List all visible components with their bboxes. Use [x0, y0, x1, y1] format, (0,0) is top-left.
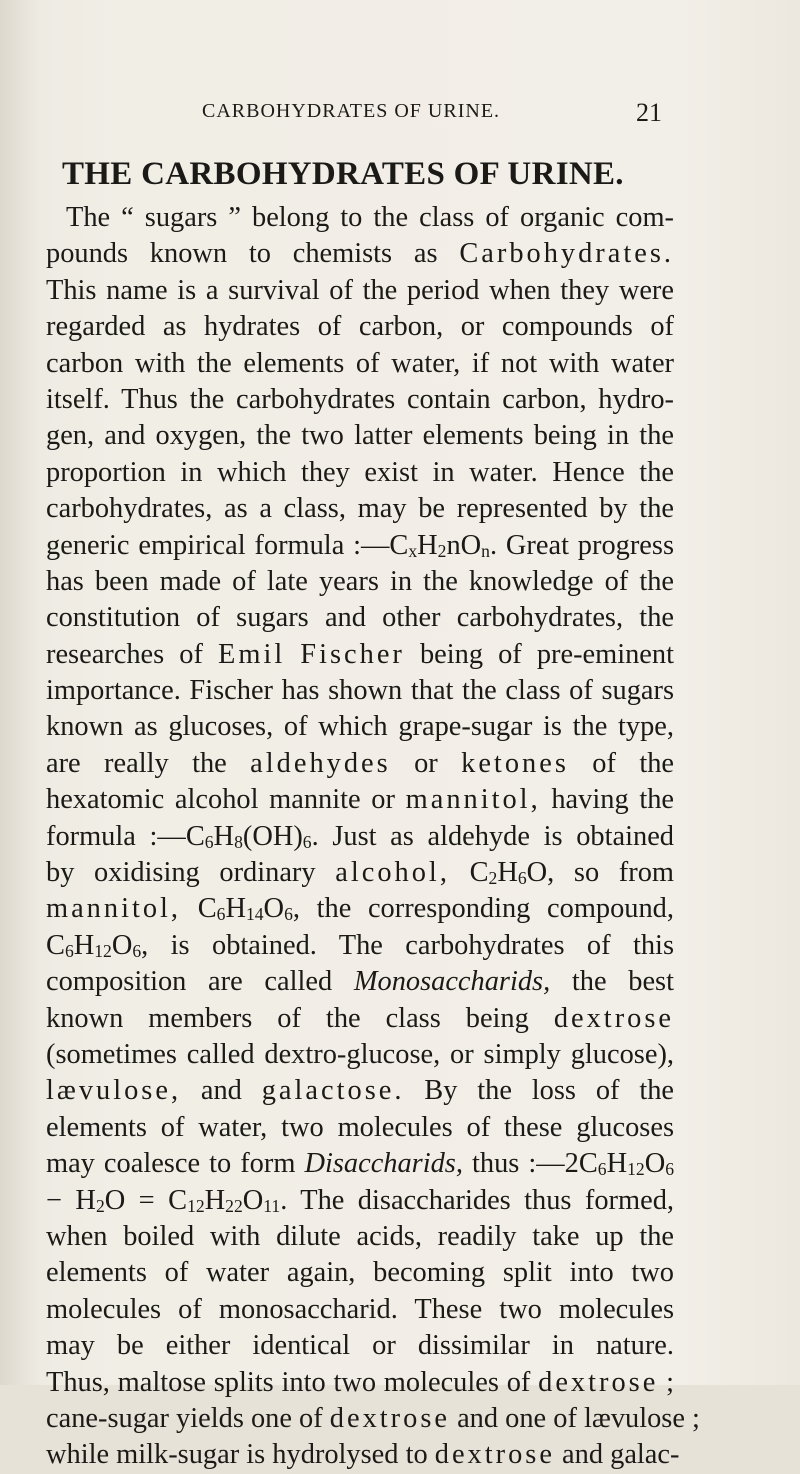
text-line: may be either identical or dissimilar in nature.: [46, 1330, 674, 1362]
text-line: elements of water, two molecules of these glucoses: [46, 1111, 674, 1143]
text-line: while milk-sugar is hydrolysed to dextrose and galac-: [46, 1439, 680, 1471]
text-line: researches of Emil Fischer being of pre-eminent: [46, 638, 674, 670]
body-paragraph: [46, 200, 700, 1474]
text-line: are really the aldehydes or ketones of the: [46, 747, 674, 779]
text-line: regarded as hydrates of carbon, or compounds of: [46, 311, 674, 343]
text-line: known as glucoses, of which grape-sugar is the type,: [46, 711, 674, 743]
text-line: pounds known to chemists as Carbohydrates.: [46, 238, 674, 270]
text-line: lævulose, and galactose. By the loss of the: [46, 1075, 674, 1107]
text-line: may coalesce to form Disaccharids, thus $:—2C_6H_{12}O_6$: [46, 1148, 675, 1180]
text-line: gen, and oxygen, the two latter elements being in the: [46, 420, 674, 452]
text-line: by oxidising ordinary alcohol, $C_2H_6O$, so from: [46, 857, 674, 889]
text-line: when boiled with dilute acids, readily take up the: [46, 1220, 674, 1252]
text-line: composition are called Monosaccharids, the best: [46, 966, 674, 998]
text-line: itself. Thus the carbohydrates contain carbon, hydro-: [46, 383, 674, 415]
text-line: − $H_2O = C_{12}H_{22}O_{11}$. The disaccharides thus formed,: [46, 1184, 674, 1216]
text-line: generic empirical formula $:—C_xH_2nO_n$. Great progress: [46, 529, 674, 561]
text-line: $C_6H_{12}O_6$, is obtained. The carbohydrates of this: [46, 929, 674, 961]
text-line: constitution of sugars and other carbohydrates, the: [46, 602, 674, 634]
page-number: 21: [636, 98, 662, 127]
text-line: has been made of late years in the knowledge of the: [46, 565, 674, 597]
text-line: elements of water again, becoming split into two: [46, 1257, 674, 1289]
text-line: cane-sugar yields one of dextrose and one of lævulose ;: [46, 1402, 700, 1434]
text-line: This name is a survival of the period when they were: [46, 274, 674, 306]
text-line: proportion in which they exist in water. Hence the: [46, 456, 674, 488]
text-line: (sometimes called dextro-glucose, or simply glucose),: [46, 1038, 674, 1070]
text-line: Thus, maltose splits into two molecules of dextrose ;: [46, 1366, 674, 1398]
text-line: mannitol, $C_6H_{14}O_6$, the corresponding compound,: [46, 893, 674, 925]
text-line: The “ sugars ” belong to the class of organic com-: [66, 202, 674, 233]
text-line: importance. Fischer has shown that the class of sugars: [46, 675, 674, 707]
section-heading: THE CARBOHYDRATES OF URINE.: [62, 156, 624, 192]
text-line: formula $:—C_6H_8(OH)_6$. Just as aldehyde is obtained: [46, 820, 674, 852]
text-line: carbon with the elements of water, if not with water: [46, 347, 674, 379]
text-line: carbohydrates, as a class, may be represented by the: [46, 493, 674, 525]
text-line: known members of the class being dextrose: [46, 1002, 674, 1034]
text-line: hexatomic alcohol mannite or mannitol, having the: [46, 784, 674, 816]
text-line: molecules of monosaccharid. These two molecules: [46, 1293, 674, 1325]
running-head-title: CARBOHYDRATES OF URINE.: [202, 100, 501, 122]
